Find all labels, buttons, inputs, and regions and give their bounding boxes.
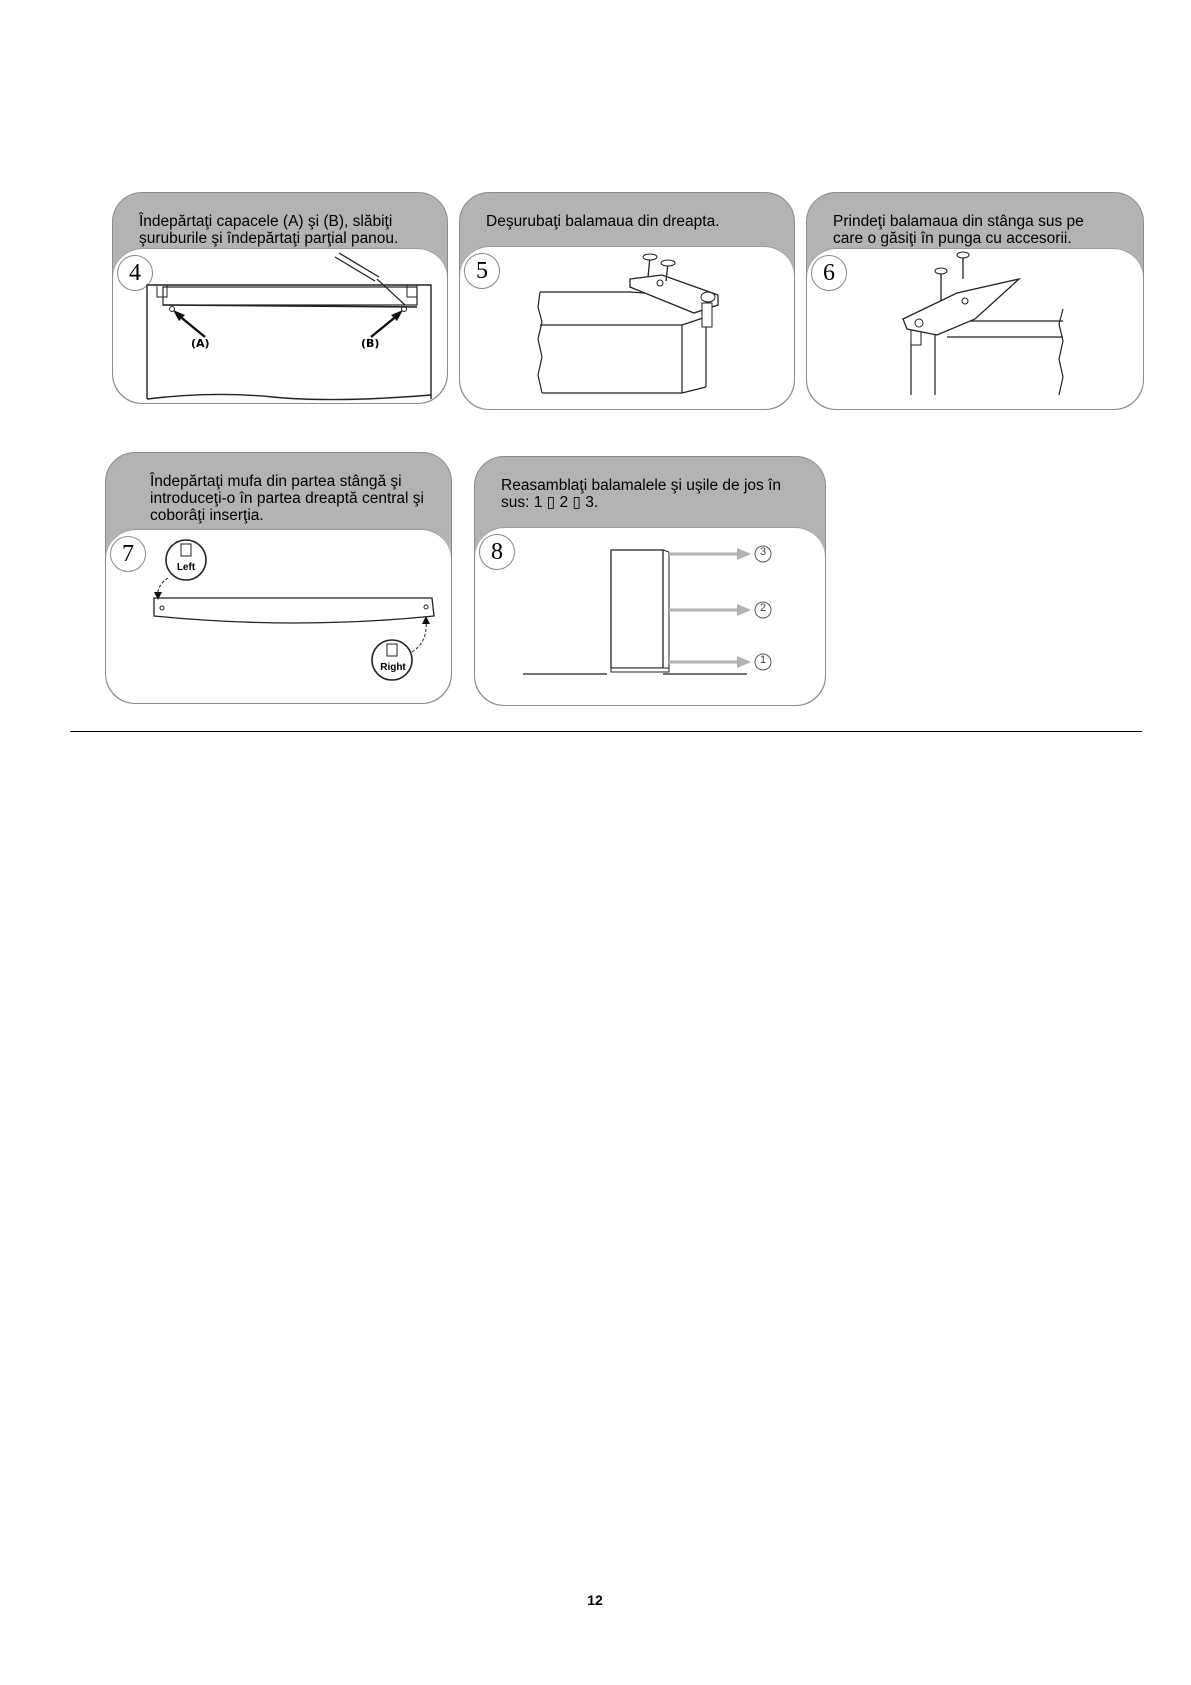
step-caption: Îndepărtaţi capacele (A) şi (B), slăbiţi şuruburile şi îndepărtaţi parţial panou.	[139, 213, 399, 247]
step-card-8	[474, 456, 826, 706]
step-number: 4	[117, 255, 153, 291]
step-caption: Deşurubaţi balamaua din dreapta.	[486, 213, 720, 230]
plug-swap-illustration	[106, 530, 452, 704]
step-illustration-panel	[113, 248, 447, 403]
step-number: 6	[811, 255, 847, 291]
step-illustration-panel	[475, 527, 825, 705]
order-label-2: 2	[759, 602, 767, 614]
section-divider	[70, 731, 1142, 732]
right-hinge-unscrew-illustration	[460, 247, 795, 410]
order-label-3: 3	[759, 546, 767, 558]
step-caption: Prindeţi balamaua din stânga sus pe care o găsiţi în punga cu accesorii.	[833, 213, 1084, 247]
step-illustration-panel	[106, 529, 451, 703]
step-number: 5	[464, 253, 500, 289]
step-card-5	[459, 192, 795, 410]
label-a: (A)	[191, 337, 210, 350]
step-number: 8	[479, 534, 515, 570]
order-label-1: 1	[759, 654, 767, 666]
label-b: (B)	[361, 337, 380, 350]
step-card-7	[105, 452, 452, 704]
right-label: Right	[380, 662, 406, 673]
left-label: Left	[176, 562, 196, 573]
page-number: 12	[587, 1592, 603, 1608]
reassembly-order-illustration	[475, 528, 826, 706]
step-card-6	[806, 192, 1144, 410]
panel-removal-illustration	[113, 249, 448, 404]
step-illustration-panel	[460, 246, 794, 409]
left-hinge-mount-illustration	[807, 249, 1144, 410]
step-caption: Reasamblaţi balamalele şi uşile de jos în sus: 1 ▯ 2 ▯ 3.	[501, 477, 782, 511]
step-number: 7	[110, 536, 146, 572]
step-illustration-panel	[807, 248, 1143, 409]
step-card-4	[112, 192, 448, 404]
step-caption: Îndepărtaţi mufa din partea stângă şi introduceţi-o în partea dreaptă central şi coborâţi inserţia.	[150, 473, 424, 524]
